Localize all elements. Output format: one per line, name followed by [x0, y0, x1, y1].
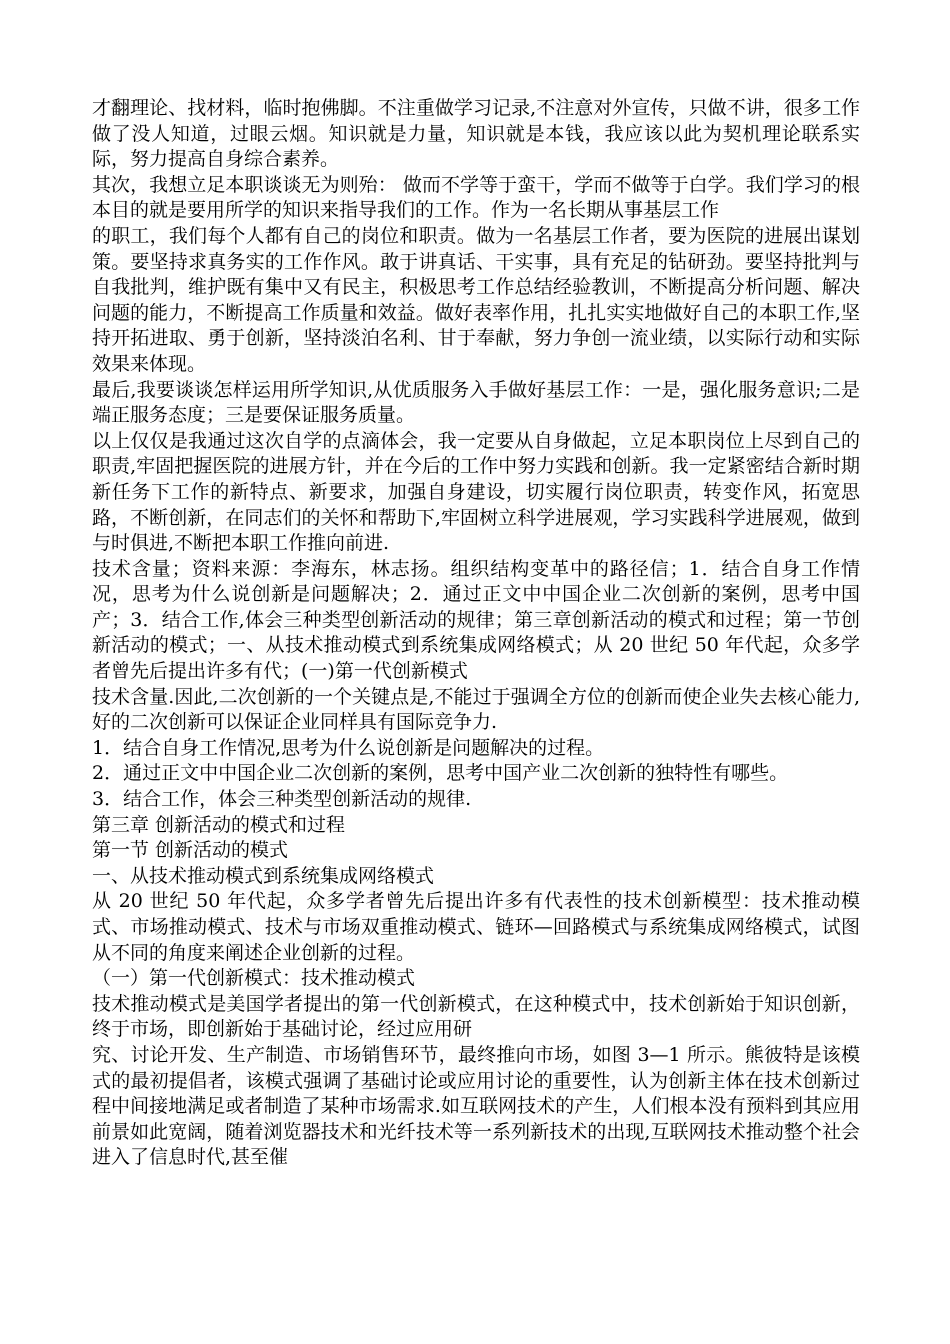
paragraph-tech-push-model: 技术推动模式是美国学者提出的第一代创新模式，在这种模式中，技术创新始于知识创新，终于市场，即创新始于基础讨论，经过应用研 [92, 992, 860, 1041]
paragraph-employee-duties: 的职工，我们每个人都有自己的岗位和职责。做为一名基层工作者，要为医院的进展出谋划策。要坚持求真务实的工作作风。敢于讲真话、干实事，具有充足的钻研劲。要坚持批判与自我批判，维护既有集中又有民主，积极思考工作总结经验教训，不断提高分析问题、解决问题的能力，不断提高工作质量和效益。做好表率作用，扎扎实实地做好自己的本职工作,坚持开拓进取、勇于创新，坚持淡泊名利、甘于奉献，努力争创一流业绩，以实际行动和实际效果来体现。 [92, 224, 860, 375]
section-heading: 第一节 创新活动的模式 [92, 839, 289, 862]
paragraph-study-habits: 才翻理论、找材料，临时抱佛脚。不注重做学习记录,不注意对外宣传，只做不讲，很多工作做了没人知道，过眼云烟。知识就是力量，知识就是本钱，我应该以此为契机理论联系实际，努力提高自身综合素养。 [92, 97, 860, 171]
paragraph-innovation-models: 从 20 世纪 50 年代起，众多学者曾先后提出许多有代表性的技术创新模型：技术推动模式、市场推动模式、技术与市场双重推动模式、链环—回路模式与系统集成网络模式，试图从不同的角度来阐述企业创新的过程。 [92, 890, 860, 964]
paragraph-tech-push-continued: 究、讨论开发、生产制造、市场销售环节，最终推向市场，如图 3—1 所示。熊彼特是该模式的最初提倡者，该模式强调了基础讨论或应用讨论的重要性，认为创新主体在技术创新过程中间接地满足或者制造了某种市场需求.如互联网技术的产生，人们根本没有预料到其应用前景如此宽阔，随着浏览器技术和光纤技术等一系列新技术的出现,互联网技术推动整个社会进入了信息时代,甚至催 [92, 1043, 860, 1169]
paragraph-secondly: 其次，我想立足本职谈谈无为则殆： 做而不学等于蛮干，学而不做等于白学。我们学习的根本目的就是要用所学的知识来指导我们的工作。作为一名长期从事基层工作 [92, 173, 860, 222]
question-1: 1．结合自身工作情况,思考为什么说创新是问题解决的过程。 [92, 736, 605, 759]
subsection-heading: 一、从技术推动模式到系统集成网络模式 [92, 864, 435, 887]
chapter-heading: 第三章 创新活动的模式和过程 [92, 813, 346, 836]
question-2: 2．通过正文中中国企业二次创新的案例，思考中国产业二次创新的独特性有哪些。 [92, 762, 789, 785]
document-body [92, 96, 860, 1171]
paragraph-tech-content-summary: 技术含量；资料来源：李海东，林志扬。组织结构变革中的路径信；1．结合自身工作情况，思考为什么说创新是问题解决；2．通过正文中中国企业二次创新的案例，思考中国产；3．结合工作,体会三种类型创新活动的规律；第三章创新活动的模式和过程；第一节创新活动的模式；一、从技术推动模式到系统集成网络模式；从 20 世纪 50 年代起，众多学者曾先后提出许多有代；(一)第一代创新模式 [92, 557, 860, 683]
paragraph-secondary-innovation: 技术含量.因此,二次创新的一个关键点是,不能过于强调全方位的创新而使企业失去核心能力,好的二次创新可以保证企业同样具有国际竞争力. [92, 685, 860, 734]
subsubsection-heading: （一）第一代创新模式：技术推动模式 [92, 967, 416, 990]
paragraph-lastly: 最后,我要谈谈怎样运用所学知识,从优质服务入手做好基层工作：一是，强化服务意识;二是端正服务态度；三是要保证服务质量。 [92, 378, 860, 427]
paragraph-conclusion: 以上仅仅是我通过这次自学的点滴体会，我一定要从自身做起，立足本职岗位上尽到自己的职责,牢固把握医院的进展方针，并在今后的工作中努力实践和创新。我一定紧密结合新时期新任务下工作的新特点、新要求，加强自身建设，切实履行岗位职责，转变作风，拓宽思路，不断创新，在同志们的关怀和帮助下,牢固树立科学进展观，学习实践科学进展观，做到与时俱进,不断把本职工作推向前进. [92, 429, 860, 555]
question-3: 3．结合工作，体会三种类型创新活动的规律. [92, 788, 472, 811]
